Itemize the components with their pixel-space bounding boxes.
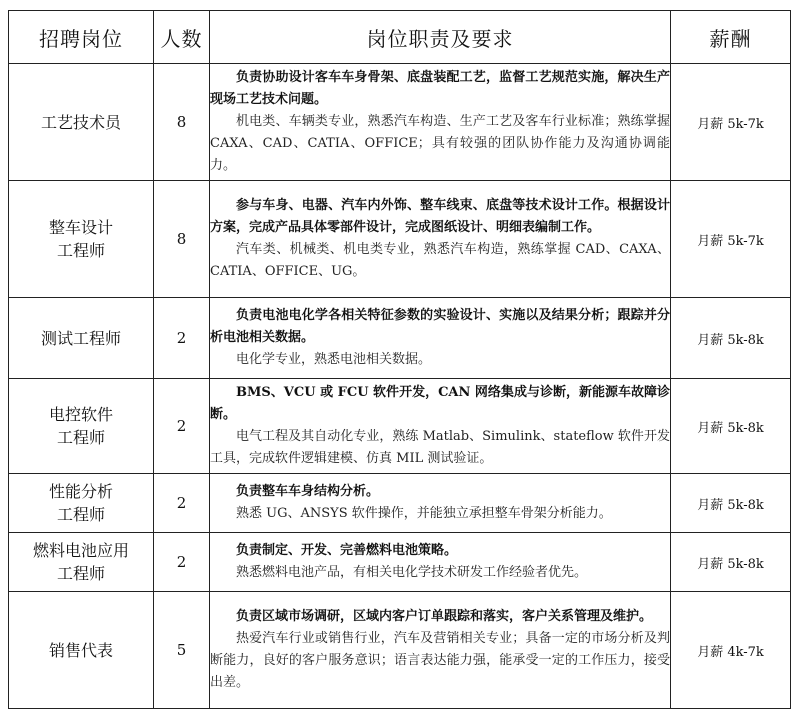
table-row xyxy=(9,592,791,709)
position-line: 测试工程师 xyxy=(40,328,121,348)
position-cell xyxy=(9,64,154,181)
description-cell xyxy=(210,64,671,181)
table-row xyxy=(9,298,791,379)
position-line: 性能分析 xyxy=(48,482,113,501)
position-line: 销售代表 xyxy=(48,640,113,660)
position-line: 燃料电池应用 xyxy=(32,541,129,560)
salary-cell: 月薪 5k-7k xyxy=(671,64,791,181)
description-cell xyxy=(210,474,671,533)
salary-cell: 月薪 5k-7k xyxy=(671,181,791,298)
requirement-text: 汽车类、机械类、机电类专业，熟悉汽车构造，熟练掌握 CAD、CAXA、CATIA、OFFICE、UG。 xyxy=(210,242,670,279)
duty-text: BMS、VCU 或 FCU 软件开发，CAN 网络集成与诊断，新能源车故障诊断。 xyxy=(210,385,670,422)
position-line: 电控软件 xyxy=(48,405,113,424)
count-cell: 2 xyxy=(154,533,210,592)
position-cell xyxy=(9,298,154,379)
description-cell xyxy=(210,298,671,379)
header-count: 人数 xyxy=(154,11,210,64)
position-line: 工艺技术员 xyxy=(40,112,121,132)
table-row xyxy=(9,474,791,533)
table-row xyxy=(9,64,791,181)
position-line: 工程师 xyxy=(56,564,105,583)
header-position: 招聘岗位 xyxy=(9,11,154,64)
description-cell xyxy=(210,533,671,592)
table-row xyxy=(9,379,791,474)
requirement-text: 机电类、车辆类专业，熟悉汽车构造、生产工艺及客车行业标准；熟练掌握 CAXA、CAD、CATIA、OFFICE；具有较强的团队协作能力及沟通协调能力。 xyxy=(210,114,670,173)
position-line: 工程师 xyxy=(56,428,105,447)
count-cell: 8 xyxy=(154,181,210,298)
salary-cell: 月薪 5k-8k xyxy=(671,474,791,533)
position-cell xyxy=(9,592,154,709)
table-row xyxy=(9,181,791,298)
duty-text: 负责制定、开发、完善燃料电池策略。 xyxy=(236,543,458,558)
duty-text: 负责整车车身结构分析。 xyxy=(236,484,380,499)
description-cell xyxy=(210,592,671,709)
header-salary: 薪酬 xyxy=(671,11,791,64)
requirement-text: 熟悉燃料电池产品，有相关电化学技术研发工作经验者优先。 xyxy=(236,565,588,580)
position-cell xyxy=(9,474,154,533)
salary-cell: 月薪 4k-7k xyxy=(671,592,791,709)
table-row xyxy=(9,533,791,592)
requirement-text: 热爱汽车行业或销售行业，汽车及营销相关专业；具备一定的市场分析及判断能力，良好的客户服务意识；语言表达能力强，能承受一定的工作压力，接受出差。 xyxy=(210,631,670,690)
position-line: 整车设计 xyxy=(48,218,113,237)
count-cell: 8 xyxy=(154,64,210,181)
position-line: 工程师 xyxy=(56,241,105,260)
header-description: 岗位职责及要求 xyxy=(210,11,671,64)
position-cell xyxy=(9,379,154,474)
position-cell xyxy=(9,181,154,298)
duty-text: 负责电池电化学各相关特征参数的实验设计、实施以及结果分析；跟踪并分析电池相关数据。 xyxy=(210,308,670,345)
header-row xyxy=(9,11,791,64)
salary-cell: 月薪 5k-8k xyxy=(671,379,791,474)
position-cell xyxy=(9,533,154,592)
salary-cell: 月薪 5k-8k xyxy=(671,298,791,379)
duty-text: 参与车身、电器、汽车内外饰、整车线束、底盘等技术设计工作。根据设计方案，完成产品具体零部件设计，完成图纸设计、明细表编制工作。 xyxy=(210,198,670,235)
job-table xyxy=(8,10,791,709)
duty-text: 负责协助设计客车车身骨架、底盘装配工艺，监督工艺规范实施，解决生产现场工艺技术问题。 xyxy=(210,70,670,107)
count-cell: 2 xyxy=(154,474,210,533)
count-cell: 5 xyxy=(154,592,210,709)
requirement-text: 电气工程及其自动化专业，熟练 Matlab、Simulink、stateflow 软件开发工具，完成软件逻辑建模、仿真 MIL 测试验证。 xyxy=(210,429,670,466)
count-cell: 2 xyxy=(154,379,210,474)
duty-text: 负责区域市场调研，区域内客户订单跟踪和落实，客户关系管理及维护。 xyxy=(236,609,653,624)
description-cell xyxy=(210,181,671,298)
salary-cell: 月薪 5k-8k xyxy=(671,533,791,592)
description-cell xyxy=(210,379,671,474)
position-line: 工程师 xyxy=(56,505,105,524)
requirement-text: 熟悉 UG、ANSYS 软件操作，并能独立承担整车骨架分析能力。 xyxy=(236,506,612,521)
count-cell: 2 xyxy=(154,298,210,379)
requirement-text: 电化学专业，熟悉电池相关数据。 xyxy=(236,352,432,367)
